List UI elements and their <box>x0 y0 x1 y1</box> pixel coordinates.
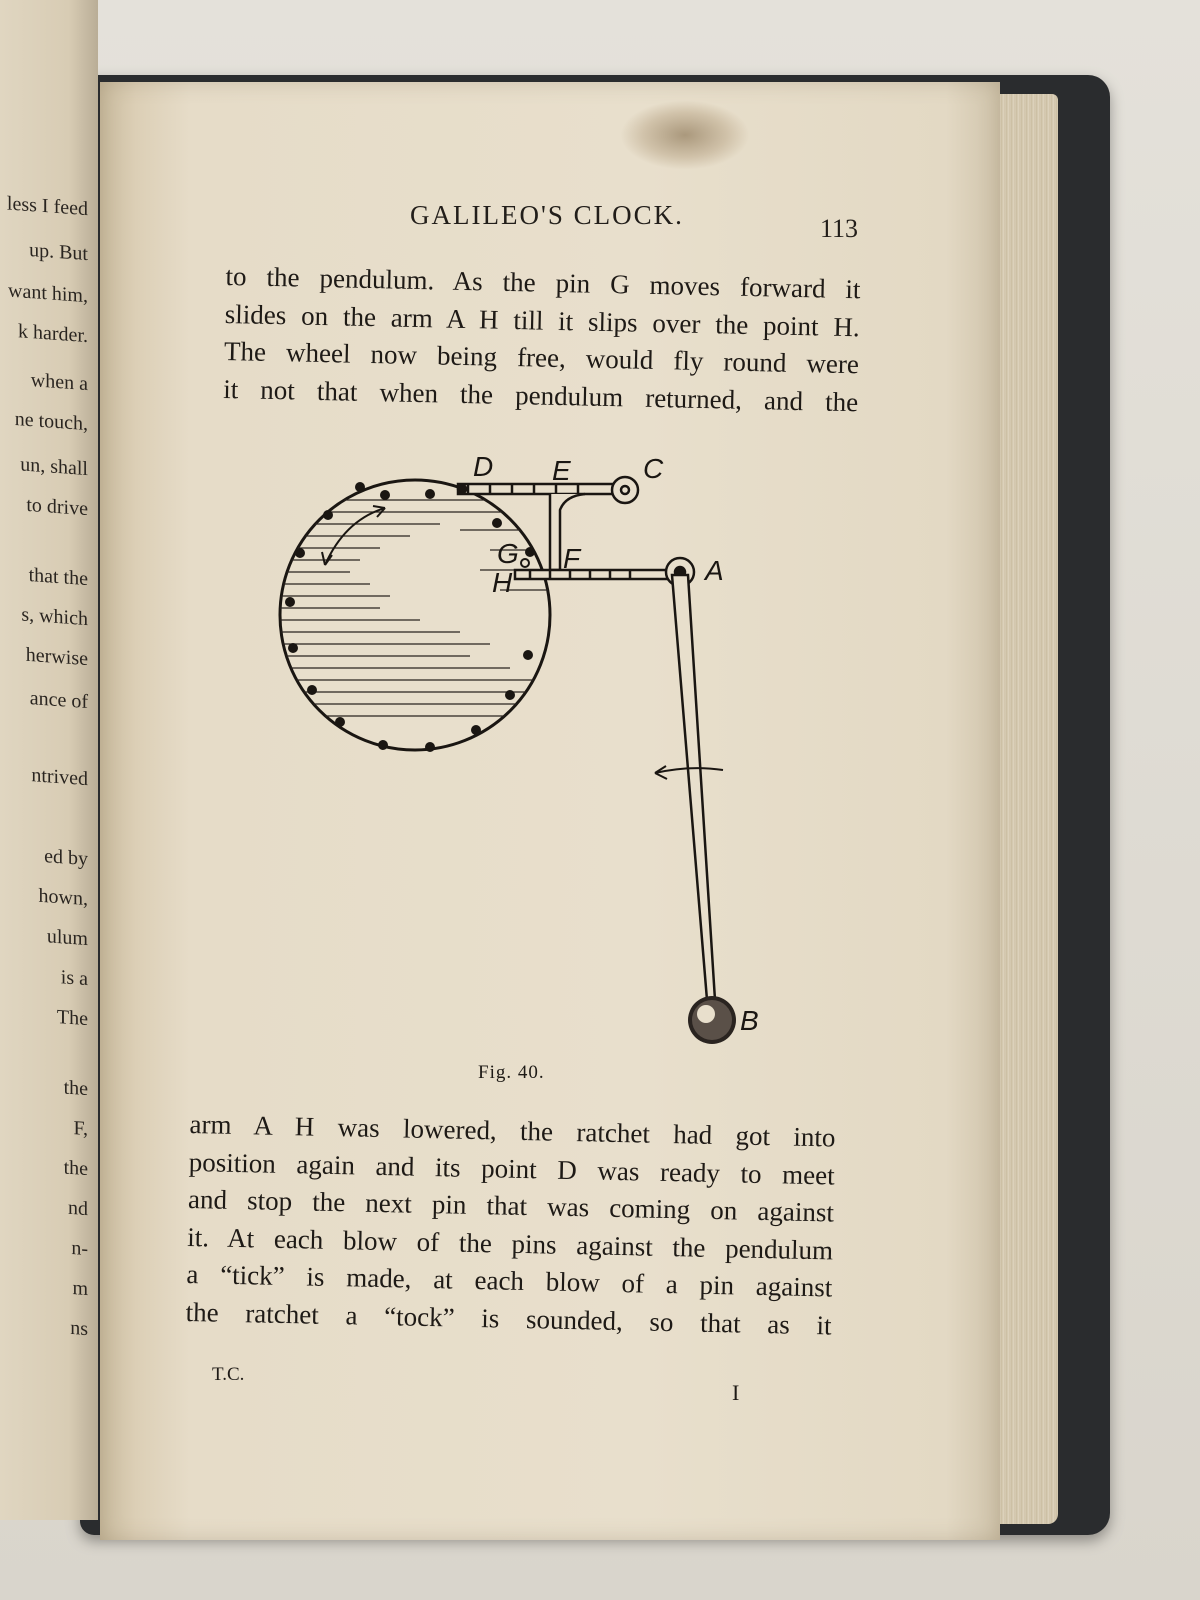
left-page-line: nd <box>68 1196 88 1221</box>
label-d: D <box>473 451 494 482</box>
left-page-line: less I feed <box>6 192 88 221</box>
left-page <box>0 0 98 1520</box>
left-page-line: to drive <box>26 493 88 521</box>
para2-line: the ratchet a “tock” is sounded, so that as it <box>185 1296 832 1340</box>
label-h: H <box>492 567 513 598</box>
left-page-line: herwise <box>25 643 88 671</box>
para2-line: a “tick” is made, at each blow of a pin against <box>186 1258 833 1303</box>
escape-wheel <box>280 480 550 752</box>
para2-line: arm A H was lowered, the ratchet had got into <box>189 1108 836 1153</box>
gathering-mark: I <box>732 1380 740 1405</box>
left-page-line: The <box>56 1005 88 1031</box>
figure-caption: Fig. 40. <box>478 1062 545 1083</box>
left-page-line: F, <box>73 1117 88 1141</box>
left-page-text <box>0 0 88 1341</box>
left-page-line: un, shall <box>20 453 88 481</box>
left-page-line: want him, <box>8 279 88 308</box>
left-page-line: s, which <box>21 603 88 631</box>
left-page-line: ance of <box>29 687 88 714</box>
para2-line: it. At each blow of the pins against the pendulum <box>186 1221 834 1265</box>
page-edges <box>1000 94 1058 1524</box>
left-page-line: n- <box>71 1236 88 1261</box>
left-page-line: ne touch, <box>14 408 88 436</box>
left-page-line: ulum <box>46 925 88 951</box>
paragraph-1 <box>223 258 861 421</box>
left-page-line: is a <box>60 966 88 991</box>
left-page-line: when a <box>30 369 88 396</box>
para2-line: and stop the next pin that was coming on against <box>187 1183 835 1228</box>
label-a: A <box>705 555 724 586</box>
para1-line: The wheel now being free, would fly round were <box>223 335 860 380</box>
left-page-line: up. But <box>29 239 88 266</box>
page-number: 113 <box>820 214 859 243</box>
left-page-line: the <box>63 1156 88 1181</box>
left-page-line: the <box>63 1076 88 1101</box>
signature-mark: T.C. <box>212 1364 245 1385</box>
para2-line: position again and its point D was ready to meet <box>188 1146 836 1191</box>
left-page-line: that the <box>28 563 88 591</box>
label-g: G <box>497 538 519 569</box>
left-page-line: ns <box>70 1316 88 1341</box>
para1-line: slides on the arm A H till it slips over the point H. <box>224 298 861 342</box>
label-b: B <box>740 1005 759 1036</box>
label-f: F <box>563 543 581 574</box>
running-head: GALILEO'S CLOCK. <box>410 200 684 230</box>
label-c: C <box>643 453 664 484</box>
pendulum <box>655 575 736 1044</box>
paragraph-2 <box>185 1106 836 1344</box>
left-page-line: ed by <box>44 845 88 871</box>
left-page-line: ntrived <box>31 764 88 791</box>
para1-line: to the pendulum. As the pin G moves forward it <box>225 260 861 305</box>
stain-mark <box>620 100 750 170</box>
label-e: E <box>552 455 571 486</box>
left-page-line: m <box>72 1277 88 1301</box>
left-page-line: hown, <box>38 884 88 911</box>
left-page-line: k harder. <box>18 320 88 348</box>
figure-40-clock-diagram <box>260 440 820 1070</box>
para1-line: it not that when the pendulum returned, and the <box>222 373 859 417</box>
